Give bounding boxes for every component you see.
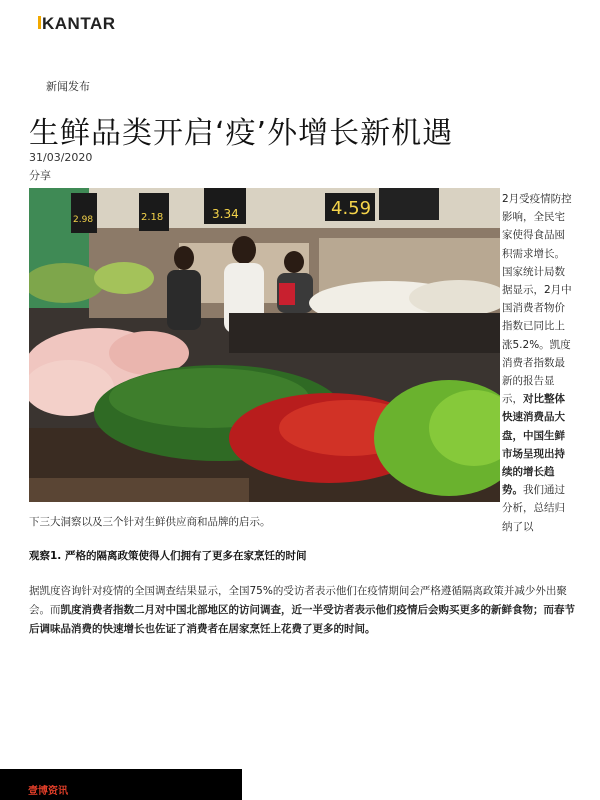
kantar-logo[interactable]: KANTAR bbox=[42, 14, 116, 33]
insight-1-heading: 观察1. 严格的隔离政策使得人们拥有了更多在家烹饪的时间 bbox=[29, 550, 307, 562]
intro-tail-text: 下三大洞察以及三个针对生鲜供应商和品牌的启示。 bbox=[29, 516, 271, 528]
source-footer bbox=[0, 769, 242, 800]
intro-wrapped-text: 2月受疫情防控影响，全民宅家使得食品囤积需求增长。国家统计局数据显示，2月中国消费者物价指数已同比上涨5.2%。凯度消费者指数最新的报告显示，对比整体快速消费品大盘，中国生鲜市场呈现出持续的增长趋势。我们通过分析，总结归纳了以 bbox=[502, 193, 572, 533]
source-label: 壹博资讯 bbox=[28, 786, 68, 797]
article-category: 新闻发布 bbox=[46, 80, 90, 93]
share-link[interactable]: 分享 bbox=[29, 169, 51, 182]
price-tag: 4.59 bbox=[331, 198, 372, 219]
publish-date: 31/03/2020 bbox=[29, 151, 93, 164]
insight-1-paragraph: 据凯度咨询针对疫情的全国调查结果显示，全国75%的受访者表示他们在疫情期间会严格遵循隔离政策并减少外出聚会。而凯度消费者指数二月对中国北部地区的访问调查，近一半受访者表示他们疫情后会购买更多的新鲜食物；而春节后调味品消费的快速增长也佐证了消费者在居家烹饪上花费了更多的时间。 bbox=[29, 585, 575, 635]
article-photo bbox=[29, 188, 500, 502]
price-tag: 2.98 bbox=[73, 215, 94, 225]
price-tag: 2.18 bbox=[141, 212, 164, 223]
price-tag: 3.34 bbox=[212, 207, 239, 221]
page-title: 生鲜品类开启‘疫’外增长新机遇 bbox=[29, 116, 454, 151]
supermarket-vegetables-image bbox=[29, 188, 500, 502]
